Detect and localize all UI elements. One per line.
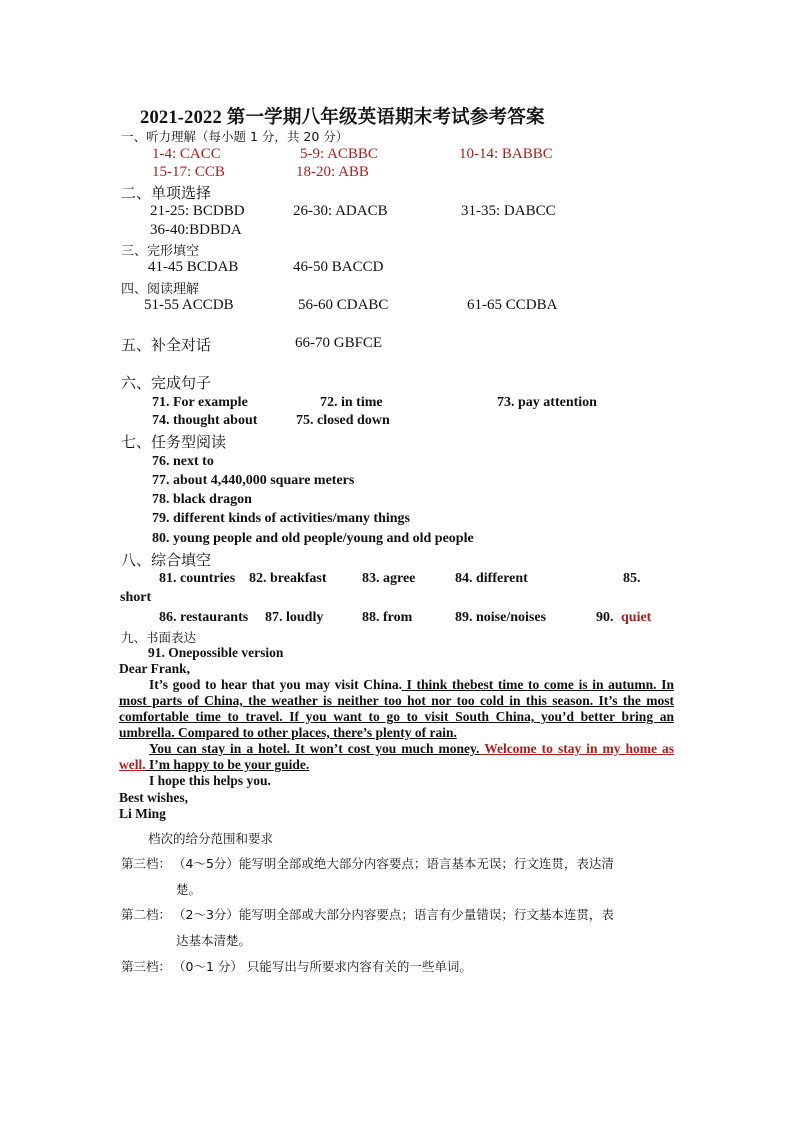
answer-72: 72. in time: [320, 395, 383, 410]
answer-41-45: 41-45 BCDAB: [148, 259, 239, 275]
grading-row-2-line-1: （2～3分）能写明全部或大部分内容要点；语言有少量错误；行文基本连贯，表: [173, 907, 614, 922]
answer-83: 83. agree: [362, 571, 416, 586]
answer-85: short: [120, 590, 152, 605]
answer-81: 81. countries: [159, 571, 236, 586]
grading-row-3-line-1: （0～1 分） 只能写出与所要求内容有关的一些单词。: [173, 959, 472, 974]
grading-row-2-line-2: 达基本清楚。: [176, 933, 252, 948]
answer-74: 74. thought about: [152, 413, 258, 428]
essay-signature: Li Ming: [119, 806, 166, 821]
answer-61-65: 61-65 CCDBA: [467, 297, 558, 313]
section-4-heading: 四、阅读理解: [121, 282, 200, 297]
answer-1-4: 1-4: CACC: [152, 146, 221, 162]
answer-82: 82. breakfast: [249, 571, 327, 586]
grading-row-1-line-2: 楚。: [176, 882, 202, 897]
essay-closing: Best wishes,: [119, 790, 189, 805]
answer-56-60: 56-60 CDABC: [298, 297, 389, 313]
grading-heading: 档次的给分范围和要求: [148, 831, 274, 846]
section-6-heading: 六、完成句子: [121, 374, 212, 392]
grading-row-1-line-1: （4～5分）能写明全部或绝大部分内容要点；语言基本无误；行文连贯，表达清: [173, 856, 614, 871]
grading-row-2-label: 第二档：: [121, 907, 172, 922]
answer-84: 84. different: [455, 571, 528, 586]
answer-36-40: 36-40:BDBDA: [150, 222, 242, 238]
answer-5-9: 5-9: ACBBC: [300, 146, 378, 162]
answer-88: 88. from: [362, 610, 413, 625]
essay-p1-intro: It’s good to hear that you may visit China.: [149, 677, 402, 692]
grading-row-3-label: 第三档：: [121, 959, 172, 974]
answer-46-50: 46-50 BACCD: [293, 259, 384, 275]
section-3-heading: 三、完形填空: [121, 244, 200, 259]
section-9-heading: 九、书面表达: [121, 630, 197, 645]
answer-18-20: 18-20: ABB: [296, 164, 369, 180]
essay-paragraph-3: I hope this helps you.: [149, 773, 271, 788]
answer-71: 71. For example: [152, 395, 248, 410]
section-8-heading: 八、综合填空: [121, 551, 212, 569]
section-5-heading: 五、补全对话: [121, 336, 212, 354]
page-title: 2021-2022 第一学期八年级英语期末考试参考答案: [140, 108, 545, 128]
answer-10-14: 10-14: BABBC: [459, 146, 553, 162]
answer-79: 79. different kinds of activities/many things: [152, 511, 410, 526]
answer-87: 87. loudly: [265, 610, 324, 625]
essay-p1-underlined: I think thebest time to come is in autumn. In most parts of China, the weather is neither too hot nor too cold in this season. It’s the most comfortable time to travel. If you want to go to visit South China, you’d better bring an umbrella. Compared to other places, there’s plenty of rain.: [119, 677, 674, 740]
answer-90-number: 90.: [596, 610, 614, 625]
answer-85-number: 85.: [623, 571, 641, 586]
essay-paragraph-1: [119, 677, 674, 741]
answer-77: 77. about 4,440,000 square meters: [152, 473, 355, 488]
answer-66-70: 66-70 GBFCE: [295, 335, 383, 351]
answer-26-30: 26-30: ADACB: [293, 203, 388, 219]
answer-75: 75. closed down: [296, 413, 390, 428]
answer-21-25: 21-25: BCDBD: [150, 203, 245, 219]
essay-greeting: Dear Frank,: [119, 661, 190, 676]
answer-73: 73. pay attention: [497, 395, 597, 410]
answer-51-55: 51-55 ACCDB: [144, 297, 234, 313]
grading-row-1-label: 第三档：: [121, 856, 172, 871]
answer-15-17: 15-17: CCB: [152, 164, 225, 180]
essay-p2-underlined: You can stay in a hotel. It won’t cost you much money.: [149, 741, 480, 756]
essay-p2-guide: I’m happy to be your guide.: [145, 757, 310, 772]
answer-89: 89. noise/noises: [455, 610, 547, 625]
section-7-heading: 七、任务型阅读: [121, 433, 227, 451]
answer-90: quiet: [621, 610, 652, 625]
answer-80: 80. young people and old people/young and old people: [152, 531, 474, 546]
answer-86: 86. restaurants: [159, 610, 249, 625]
essay-paragraph-2: [119, 741, 674, 773]
section-1-heading: 一、听力理解（每小题 1 分，共 20 分）: [121, 129, 349, 144]
answer-76: 76. next to: [152, 454, 214, 469]
section-2-heading: 二、单项选择: [121, 184, 212, 202]
answer-78: 78. black dragon: [152, 492, 252, 507]
essay-p2-red: Welcome to stay in my home as well.: [119, 741, 674, 772]
essay-version-label: 91. Onepossible version: [148, 645, 284, 660]
answer-31-35: 31-35: DABCC: [461, 203, 556, 219]
